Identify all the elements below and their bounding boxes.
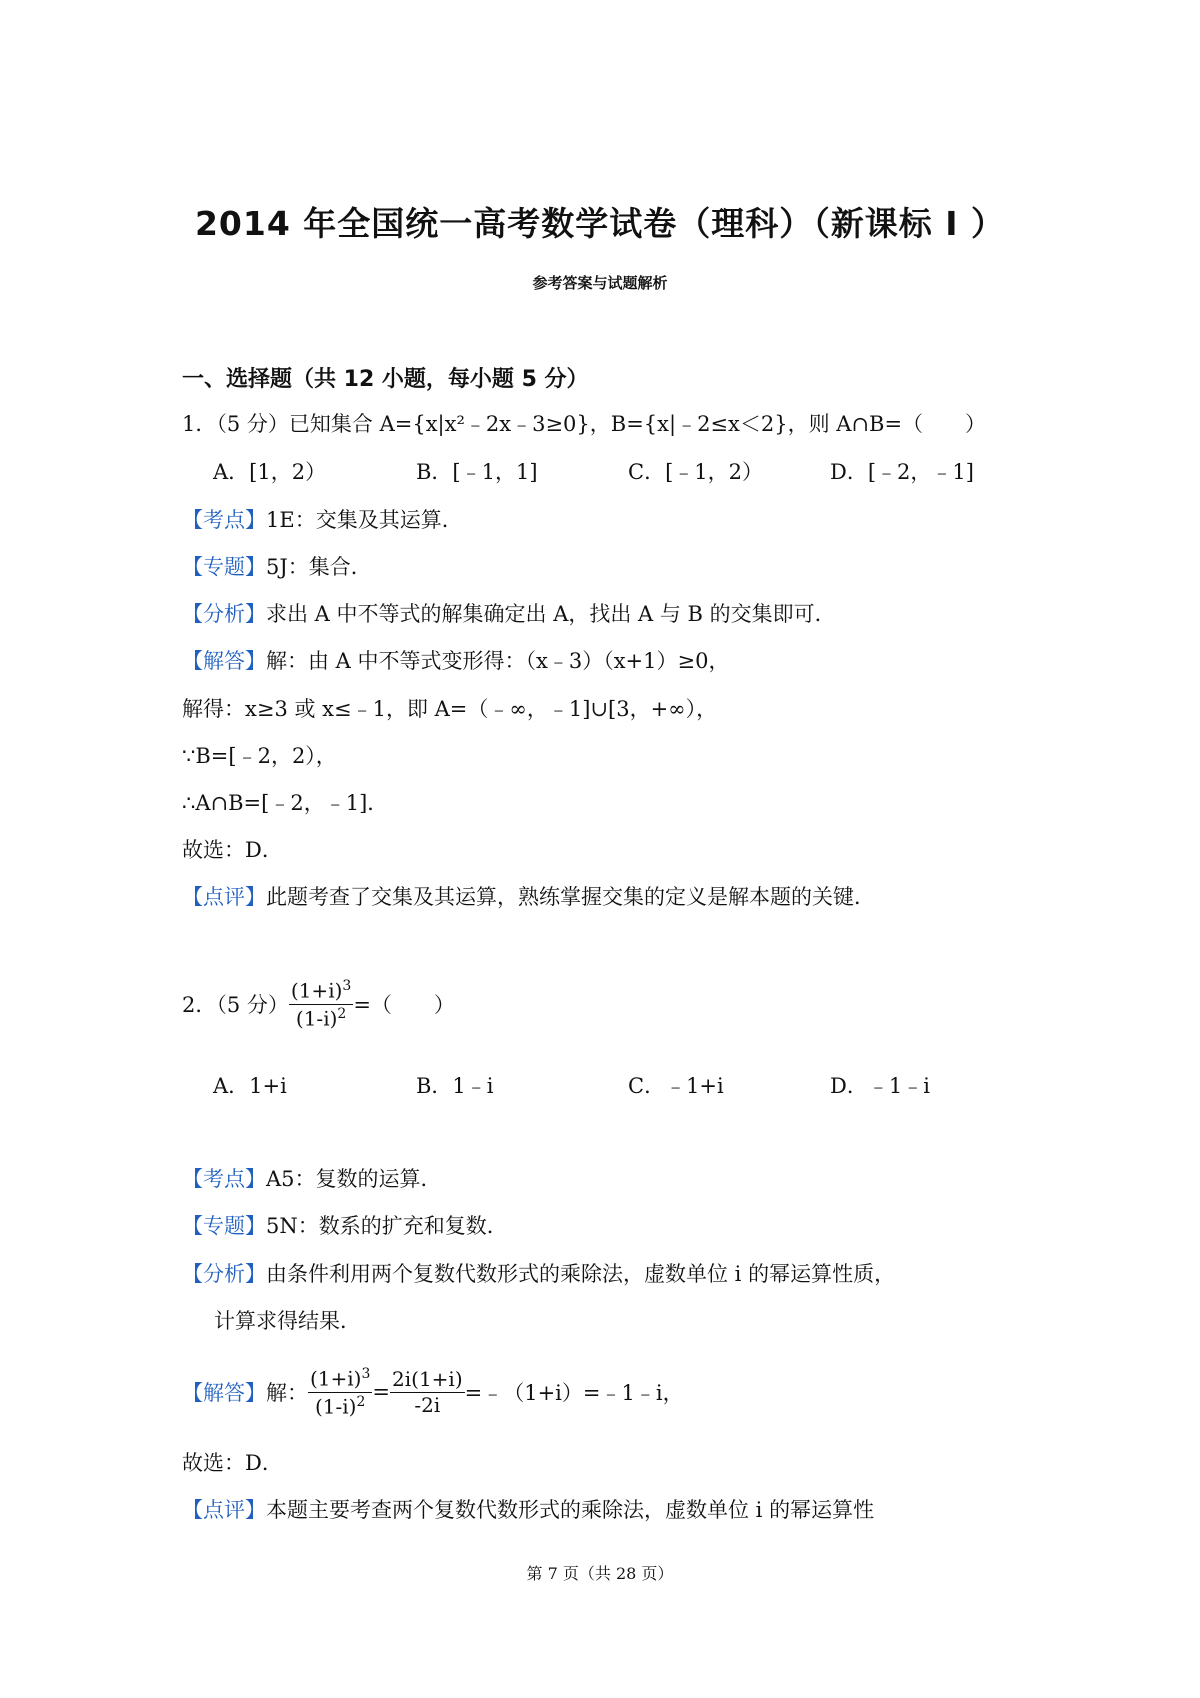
q2-sol-num1-exp: 3 — [361, 1366, 371, 1382]
q1-option-b: B．[﹣1，1] — [416, 460, 538, 484]
q1-option-a: A．[1，2） — [213, 460, 327, 484]
q1-zhuanti-tag: 【专题】 — [182, 555, 266, 579]
q2-jieda — [182, 1366, 684, 1418]
q1-fenxi — [182, 598, 836, 628]
q2-kaodian — [182, 1163, 442, 1193]
q2-suffix: =（ ） — [353, 993, 455, 1018]
q2-option-b: B．1﹣i — [416, 1074, 494, 1098]
q1-stem: 1．（5 分）已知集合 A={x|x²﹣2x﹣3≥0}，B={x|﹣2≤x＜2}，则 A∩B=（ ） — [182, 412, 987, 436]
q2-dianping — [182, 1494, 874, 1524]
q1-jieda-text: 解：由 A 中不等式变形得：（x﹣3）（x+1）≥0， — [266, 649, 730, 673]
q2-sol-num1: (1+i) — [310, 1366, 362, 1391]
q2-jieda-prefix: 解： — [266, 1381, 308, 1406]
q2-frac-num-exp: 3 — [342, 978, 352, 994]
q2-solution-fraction-2 — [390, 1368, 465, 1417]
q1-zhuanti-text: 5J：集合． — [266, 555, 372, 579]
q1-dianping-tag: 【点评】 — [182, 885, 266, 909]
q1-step-1: 解得：x≥3 或 x≤﹣1，即 A=（﹣∞，﹣1]∪[3，+∞）， — [182, 697, 718, 721]
q2-option-a: A．1+i — [213, 1074, 287, 1098]
q1-fenxi-tag: 【分析】 — [182, 602, 266, 626]
q1-step-4: 故选：D． — [182, 838, 283, 862]
q2-sol-den1: (1-i) — [315, 1394, 357, 1419]
q2-fenxi-tag: 【分析】 — [182, 1262, 266, 1286]
q1-option-d: D．[﹣2，﹣1] — [830, 460, 974, 484]
q1-step-3: ∴A∩B=[﹣2，﹣1]． — [182, 791, 389, 815]
q1-dianping — [182, 881, 875, 911]
q1-jieda-tag: 【解答】 — [182, 649, 266, 673]
page-footer: 第 7 页（共 28 页） — [526, 1564, 674, 1583]
q1-jieda — [182, 645, 729, 675]
q2-zhuanti-text: 5N：数系的扩充和复数． — [266, 1214, 508, 1238]
q2-fraction — [289, 978, 353, 1030]
q1-zhuanti — [182, 551, 372, 581]
q2-dianping-tag: 【点评】 — [182, 1498, 266, 1522]
q1-dianping-text: 此题考查了交集及其运算，熟练掌握交集的定义是解本题的关键． — [266, 885, 875, 909]
q2-dianping-text: 本题主要考查两个复数代数形式的乘除法，虚数单位 i 的幂运算性 — [266, 1498, 875, 1522]
q2-option-c: C．﹣1+i — [628, 1074, 724, 1098]
page-title: 2014 年全国统一高考数学试卷（理科）（新课标 I ） — [194, 204, 1006, 243]
q2-solution-fraction-1 — [308, 1366, 372, 1418]
q2-option-d: D．﹣1﹣i — [830, 1074, 930, 1098]
q1-kaodian — [182, 504, 463, 534]
q1-option-c: C．[﹣1，2） — [628, 460, 763, 484]
q2-sol-den1-exp: 2 — [356, 1393, 366, 1410]
q2-zhuanti-tag: 【专题】 — [182, 1214, 266, 1238]
q1-fenxi-text: 求出 A 中不等式的解集确定出 A，找出 A 与 B 的交集即可． — [266, 602, 836, 626]
q2-sol-den2: -2i — [414, 1392, 441, 1417]
q2-prefix: 2．（5 分） — [182, 993, 289, 1018]
q1-kaodian-text: 1E：交集及其运算． — [266, 508, 463, 532]
q2-jieda-suffix: =﹣（1+i）=﹣1﹣i， — [464, 1381, 684, 1406]
q2-frac-den-exp: 2 — [337, 1005, 347, 1022]
q2-fenxi-text: 由条件利用两个复数代数形式的乘除法，虚数单位 i 的幂运算性质， — [266, 1262, 896, 1286]
q1-kaodian-tag: 【考点】 — [182, 508, 266, 532]
q2-fenxi-cont: 计算求得结果． — [214, 1309, 361, 1333]
page-subtitle: 参考答案与试题解析 — [532, 274, 668, 292]
q2-frac-num: (1+i) — [290, 978, 343, 1003]
q2-jieda-tag: 【解答】 — [182, 1381, 266, 1406]
q2-kaodian-text: A5：复数的运算． — [266, 1167, 442, 1191]
q1-step-2: ∵B=[﹣2，2）， — [182, 744, 337, 768]
q2-zhuanti — [182, 1210, 508, 1240]
q2-equals: = — [372, 1380, 391, 1405]
q2-fenxi — [182, 1258, 895, 1288]
q2-kaodian-tag: 【考点】 — [182, 1167, 266, 1191]
q2-sol-num2: 2i(1+i) — [392, 1366, 463, 1391]
q2-stem — [182, 978, 455, 1030]
section-heading: 一、选择题（共 12 小题，每小题 5 分） — [182, 367, 589, 392]
q2-frac-den: (1-i) — [295, 1006, 338, 1031]
q2-conclusion: 故选：D． — [182, 1451, 283, 1475]
